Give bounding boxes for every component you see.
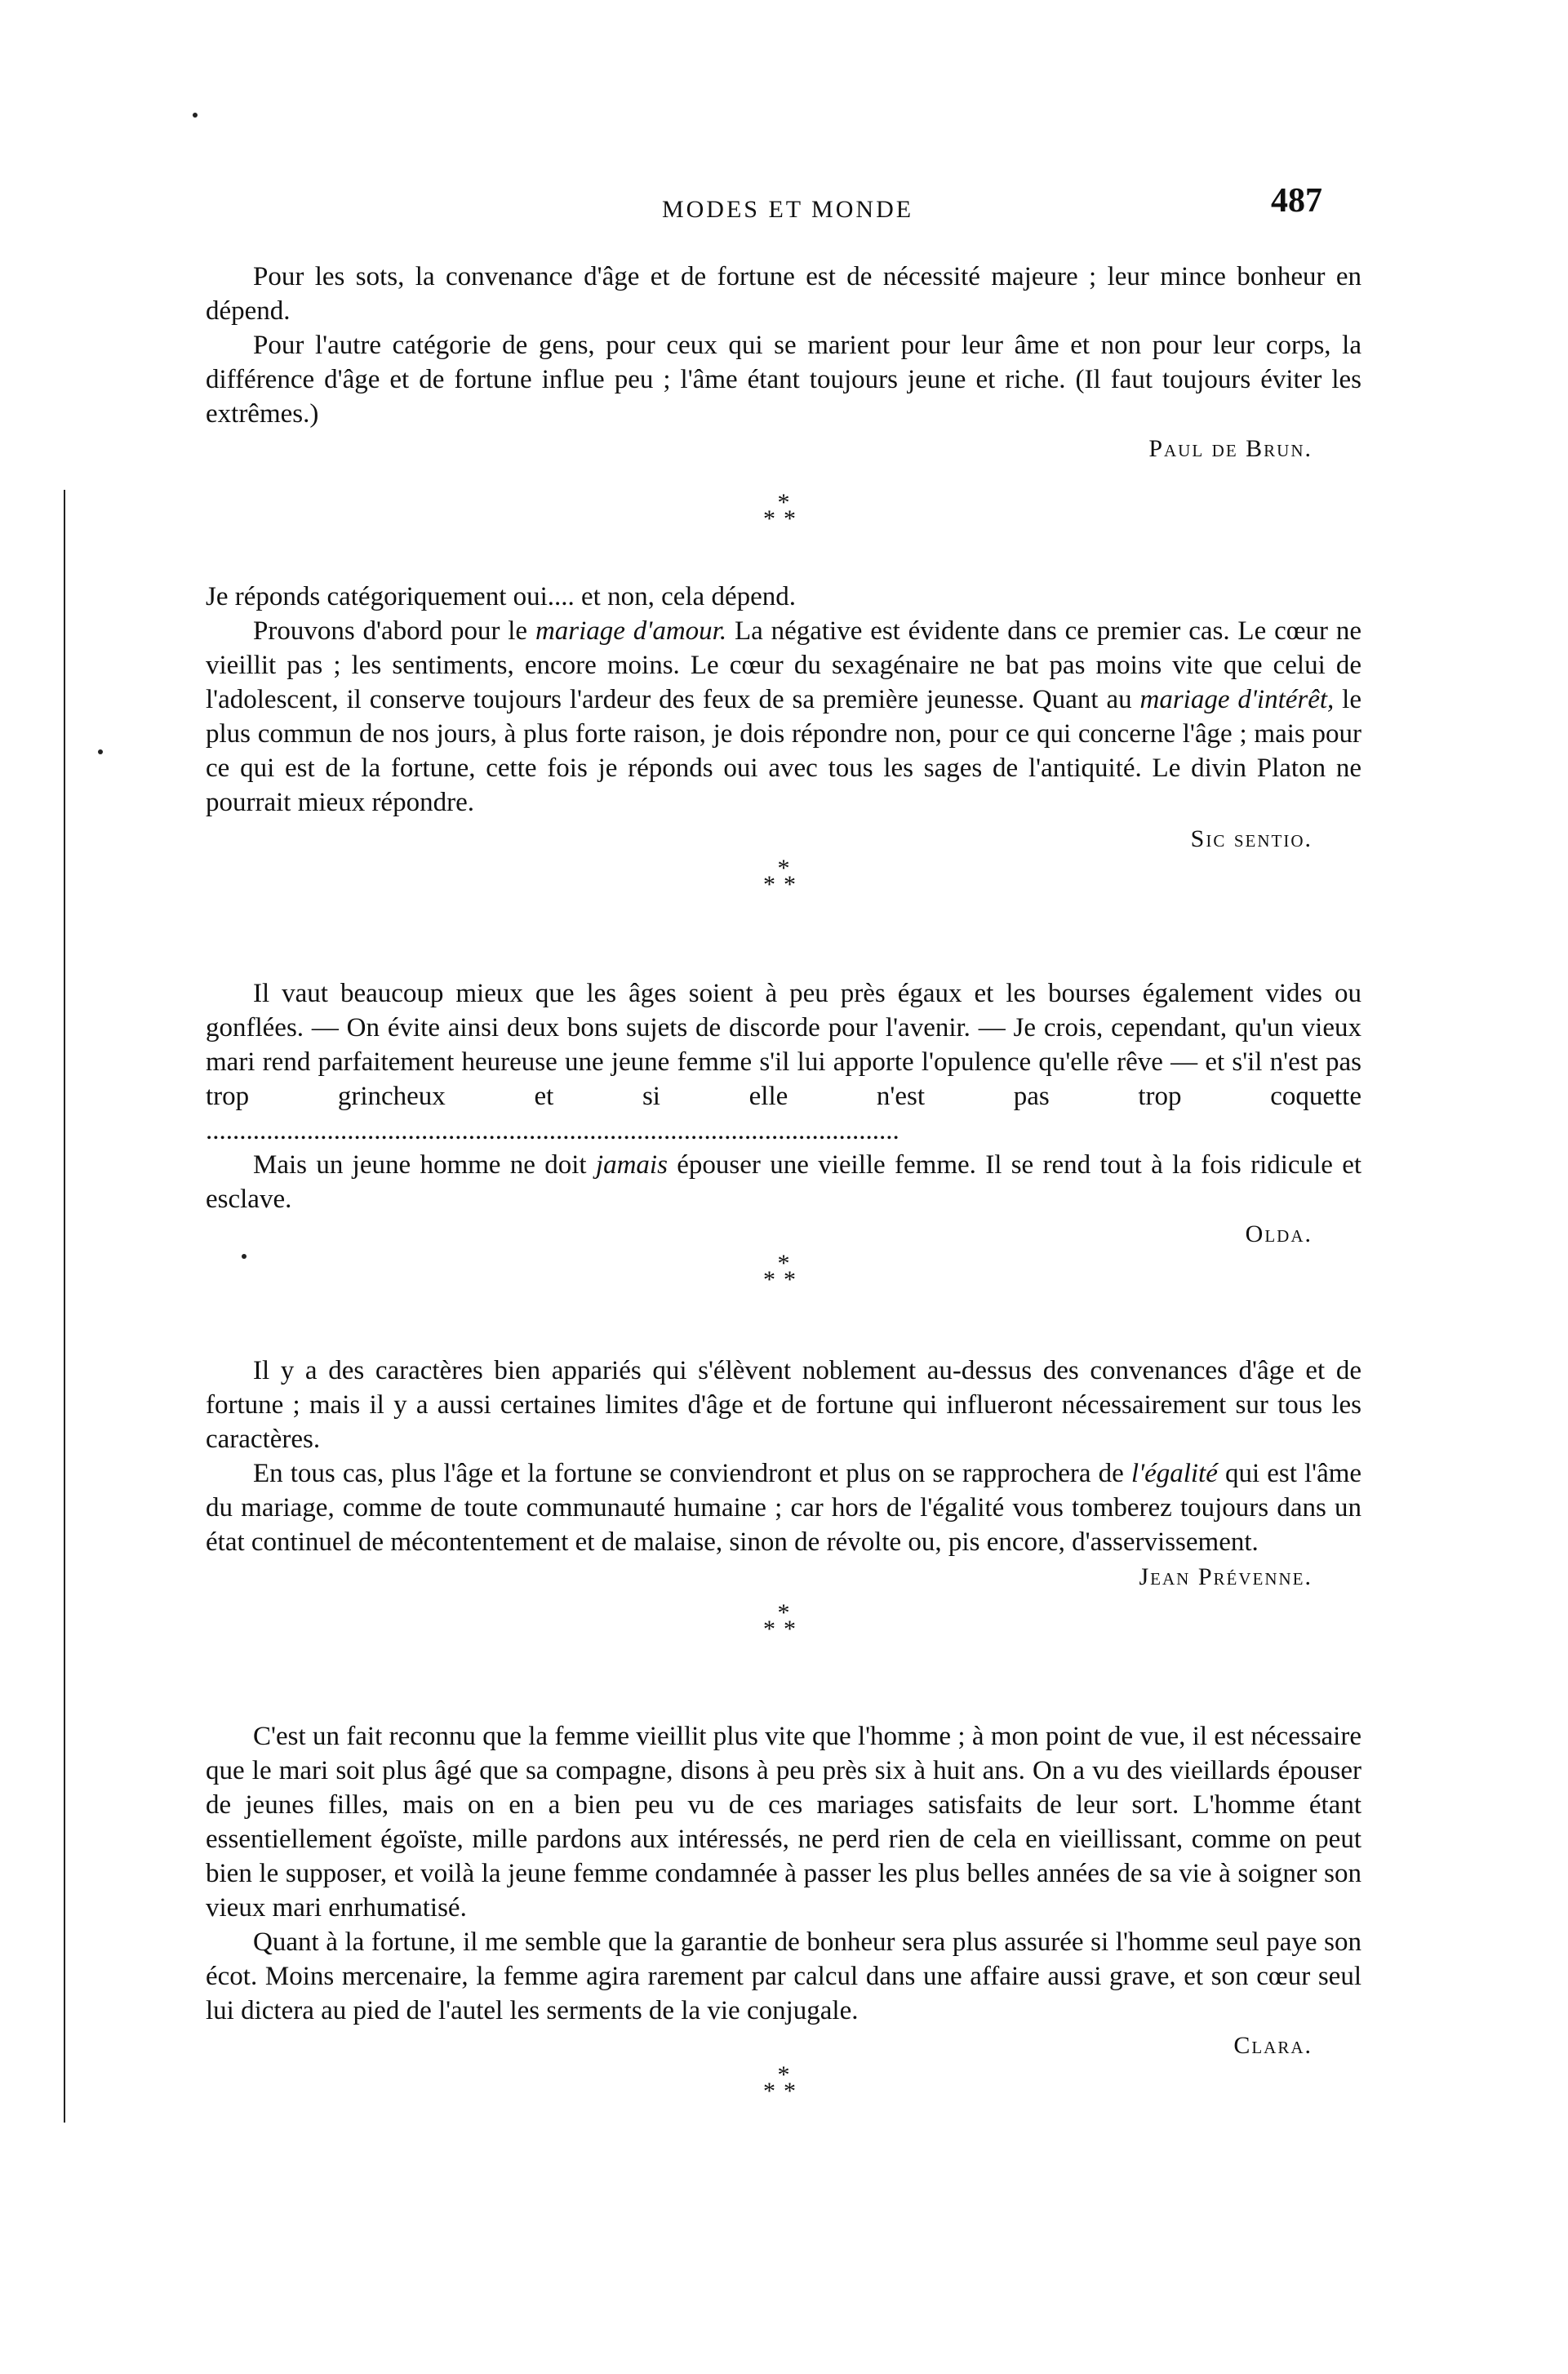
emphasis: mariage d'amour.	[535, 616, 727, 646]
author-signature: Sic sentio.	[1190, 825, 1313, 852]
author-signature: Clara.	[1233, 2032, 1313, 2059]
paragraph: Pour les sots, la convenance d'âge et de fortune est de nécessité majeure ; leur mince bonheur en dépend.	[206, 262, 1361, 326]
paragraph: Je réponds catégoriquement oui.... et non, cela dépend.	[206, 582, 797, 611]
print-speck	[193, 113, 198, 118]
response-section	[206, 1354, 1361, 1594]
emphasis: mariage d'intérêt,	[1139, 685, 1335, 714]
section-separator: * **	[763, 1599, 804, 1643]
response-section	[206, 976, 1361, 1251]
paragraph: Prouvons d'abord pour le mariage d'amour. La négative est évidente dans ce premier cas. Le cœur ne vieillit pas ; les sentiments, encore moins. Le cœur du sexagénaire ne bat pas moins vite que celui de l'adolescent, il conserve toujours l'ardeur des feux de sa première jeunesse. Quant au mariage d'intérêt, le plus commun de nos jours, à plus forte raison, je dois répondre non, pour ce qui concerne l'âge ; mais pour ce qui est de la fortune, cette fois je réponds oui avec tous les sages de l'antiquité. Le divin Platon ne pourrait mieux répondre.	[206, 616, 1362, 817]
page-number: 487	[1271, 182, 1322, 220]
paragraph: Il y a des caractères bien appariés qui s'élèvent noblement au-dessus des convenances d'âge et de fortune ; mais il y a aussi certaines limites d'âge et de fortune qui influeront nécessairement sur tous les caractères.	[206, 1356, 1361, 1454]
response-section	[206, 1719, 1361, 2062]
response-section	[206, 580, 1361, 856]
section-separator: * **	[763, 2061, 804, 2105]
paragraph: C'est un fait reconnu que la femme vieillit plus vite que l'homme ; à mon point de vue, il est nécessaire que le mari soit plus âgé que sa compagne, disons à peu près six à huit ans. On a vu des vieillards épouser de jeunes filles, mais on en a bien peu vu de ces mariages satisfaits de leur sort. L'homme étant essentiellement égoïste, mille pardons aux intéressés, ne perd rien de cela en vieillissant, comme on peut bien le supposer, et voilà la jeune femme condamnée à passer les plus belles années de sa vie à soigner son vieux mari enrhumatisé.	[206, 1722, 1361, 1923]
running-title: MODES ET MONDE	[661, 196, 914, 223]
paragraph: En tous cas, plus l'âge et la fortune se conviendront et plus on se rapprochera de l'égalité qui est l'âme du mariage, comme de toute communauté humaine ; car hors de l'égalité vous tomberez toujours dans un état continuel de mécontentement et de malaise, sinon de révolte ou, pis encore, d'asservissement.	[206, 1459, 1362, 1557]
author-signature: Paul de Brun.	[1148, 435, 1313, 462]
author-signature: Jean Prévenne.	[1139, 1563, 1313, 1590]
paragraph: Il vaut beaucoup mieux que les âges soient à peu près égaux et les bourses également vides ou gonflées. — On évite ainsi deux bons sujets de discorde pour l'avenir. — Je crois, cependant, qu'un vieux mari rend parfaitement heureuse une jeune femme s'il lui apporte l'opulence qu'elle rêve — et s'il n'est pas trop grincheux et si elle n'est pas trop coquette .......................................................................................................	[206, 979, 1361, 1145]
emphasis: l'égalité	[1130, 1459, 1218, 1488]
emphasis: jamais	[595, 1150, 668, 1180]
paragraph: Quant à la fortune, il me semble que la garantie de bonheur sera plus assurée si l'homme seul paye son écot. Moins mercenaire, la femme agira rarement par calcul dans une affaire aussi grave, et son cœur seul lui dictera au pied de l'autel les serments de la vie conjugale.	[206, 1927, 1361, 2025]
section-separator	[206, 489, 1361, 563]
page-body	[206, 260, 1361, 2136]
section-separator: * **	[763, 1250, 804, 1293]
running-head	[204, 181, 1371, 230]
paragraph: Mais un jeune homme ne doit jamais épouser une vieille femme. Il se rend tout à la fois ridicule et esclave.	[206, 1150, 1362, 1214]
response-section	[206, 260, 1361, 465]
paragraph: Pour l'autre catégorie de gens, pour ceux qui se marient pour leur âme et non pour leur corps, la différence d'âge et de fortune influe peu ; l'âme étant toujours jeune et riche. (Il faut toujours éviter les extrêmes.)	[206, 331, 1361, 429]
separator-star: *	[777, 489, 790, 516]
print-speck	[98, 749, 103, 754]
section-separator: * **	[763, 855, 804, 898]
author-signature: Olda.	[1245, 1220, 1313, 1247]
separator-stars: **	[763, 505, 804, 532]
margin-rule	[64, 490, 65, 2123]
